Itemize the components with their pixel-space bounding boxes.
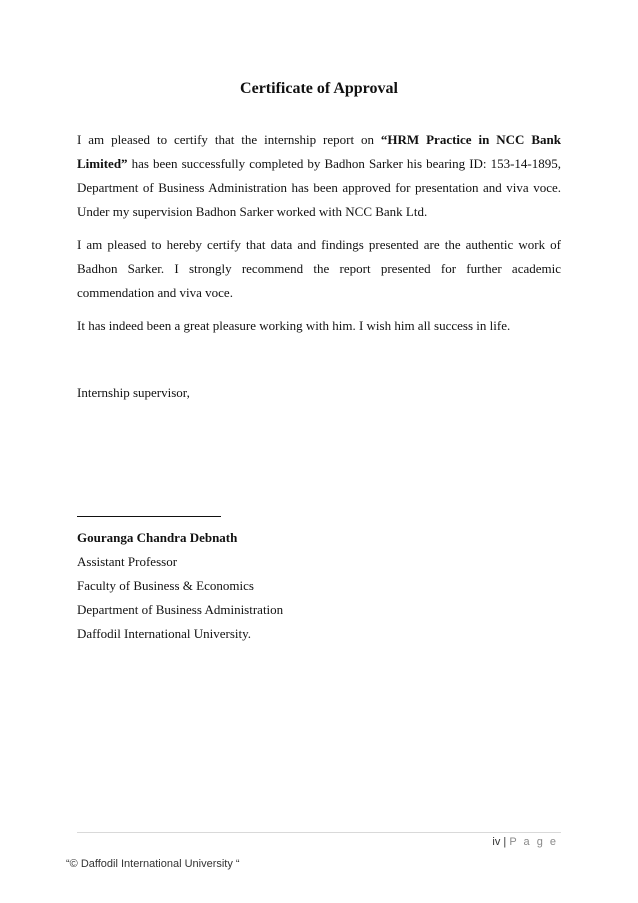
closing-line: Internship supervisor, [77,385,190,400]
page-number-value: iv [492,836,501,848]
signatory-department: Department of Business Administration [77,602,284,617]
signatory-university: Daffodil International University. [77,626,252,641]
signatory-faculty: Faculty of Business & Economics [77,578,254,593]
paragraph-3: It has indeed been a great pleasure working with him. I wish him all success in life. [77,318,511,333]
paragraph-1-start: I am pleased to certify that the internship report on [77,132,381,147]
page-number-separator: | [503,836,507,848]
signature-line [77,516,221,517]
page-number [492,836,558,848]
signatory-name: Gouranga Chandra Debnath [77,530,238,545]
page-number-label: P a g e [509,836,558,848]
paragraph-2: I am pleased to hereby certify that data and findings presented are the authentic work of Badhon Sarker. I strongly recommend the report presented for further academic commendation and viva voce. [77,237,561,300]
paragraph-1 [77,128,561,224]
page-title: Certificate of Approval [240,80,398,97]
signature-block [77,526,283,646]
paragraph-1-end: has been successfully completed by Badhon Sarker his bearing ID: 153-14-1895, Department of Business Administration has been approved for presentation and viva voce. Under my supervision Badhon Sarker worked with NCC Bank Ltd. [77,156,561,219]
certificate-body [77,128,561,347]
signatory-position: Assistant Professor [77,554,178,569]
report-title-emphasis: “HRM Practice in NCC Bank Limited” [77,132,562,171]
footer-copyright: “© Daffodil International University “ [66,858,240,870]
footer-divider [77,832,561,833]
